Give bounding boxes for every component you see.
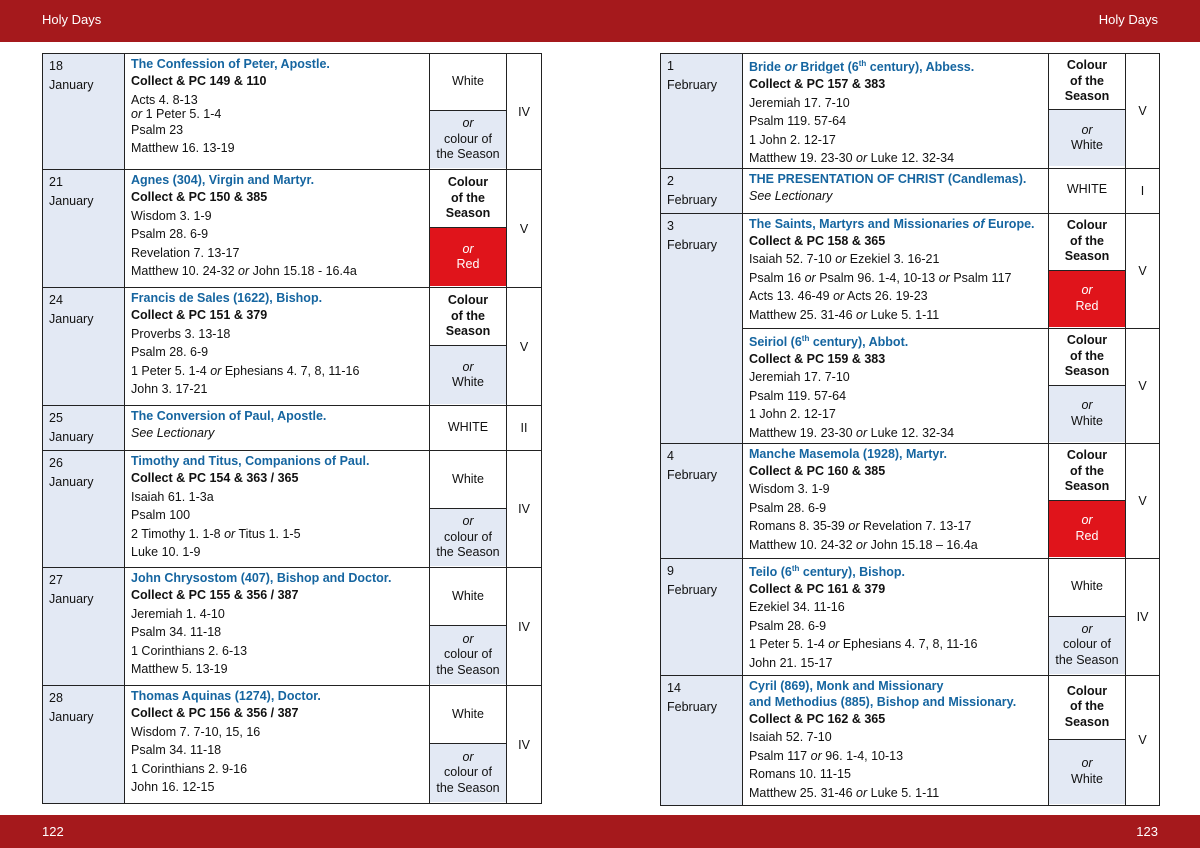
entry-title: The Confession of Peter, Apostle. [131, 57, 330, 71]
reading: Psalm 100 [131, 508, 191, 522]
reading: Matthew 25. 31-46 or Luke 5. 1-11 [749, 785, 940, 800]
reading: John 16. 12-15 [131, 780, 215, 794]
reading: Ezekiel 34. 11-16 [749, 600, 845, 615]
entry-row [43, 170, 542, 288]
colour-cell [430, 451, 507, 568]
reading: Romans 8. 35-39 or Revelation 7. 13-17 [749, 519, 972, 534]
colour-alternative: or colour of the Season [430, 111, 506, 168]
colour-cell [1049, 675, 1126, 805]
entry-title: The Conversion of Paul, Apostle. [131, 409, 327, 423]
entry-cell [743, 168, 1049, 213]
reading: Jeremiah 17. 7-10 [749, 95, 850, 110]
reading: Luke 10. 1-9 [131, 545, 201, 559]
colour-white: or White [1049, 740, 1125, 804]
rank-cell: V [1126, 675, 1160, 805]
collect: Collect & PC 156 & 356 / 387 [131, 706, 299, 720]
entry-cell [743, 675, 1049, 805]
rank-cell: II [507, 406, 542, 451]
reading: Acts 13. 46-49 or Acts 26. 19-23 [749, 289, 928, 304]
reading: or 1 Peter 5. 1-4 [131, 106, 222, 121]
entry-row [661, 213, 1160, 328]
date-cell: 25 January [43, 406, 125, 451]
reading: Psalm 28. 6-9 [749, 500, 827, 515]
date-cell: 3 February [661, 213, 743, 443]
colour-alternative: or colour of the Season [430, 744, 506, 802]
entry-cell [125, 686, 430, 804]
colour-cell [1049, 168, 1126, 213]
entry-cell [743, 443, 1049, 558]
reading: Isaiah 52. 7-10 or Ezekiel 3. 16-21 [749, 252, 940, 267]
colour-cell [1049, 558, 1126, 675]
reading: 1 Corinthians 2. 6-13 [131, 643, 248, 658]
rank-cell: V [1126, 443, 1160, 558]
rank-cell: V [507, 288, 542, 406]
entry-cell [125, 568, 430, 686]
reading: Matthew 10. 24-32 or John 15.18 - 16.4a [131, 264, 357, 278]
colour-season: Colour of the Season [1049, 444, 1125, 501]
reading: John 3. 17-21 [131, 382, 208, 396]
reading: Psalm 28. 6-9 [131, 227, 209, 241]
entry-row [43, 451, 542, 568]
reading: 1 Peter 5. 1-4 or Ephesians 4. 7, 8, 11-16 [131, 363, 360, 378]
date-cell: 18 January [43, 54, 125, 170]
date-cell: 2 February [661, 168, 743, 213]
reading: Matthew 19. 23-30 or Luke 12. 32-34 [749, 425, 955, 440]
collect: Collect & PC 154 & 363 / 365 [131, 471, 299, 485]
reading: Jeremiah 1. 4-10 [131, 606, 225, 621]
rank-cell: V [507, 170, 542, 288]
entry-title: Agnes (304), Virgin and Martyr. [131, 173, 315, 187]
entry-cell [743, 54, 1049, 169]
entry-title: Thomas Aquinas (1274), Doctor. [131, 689, 321, 703]
rank-cell: V [1126, 213, 1160, 328]
colour-cell [1049, 54, 1126, 169]
rank-cell: IV [507, 686, 542, 804]
entry-row [43, 568, 542, 686]
calendar-table-february [660, 53, 1160, 806]
reading: Acts 4. 8-13 [131, 92, 198, 107]
entry-cell [125, 451, 430, 568]
colour-cell [430, 54, 507, 170]
date-cell: 28 January [43, 686, 125, 804]
reading: Psalm 34. 11-18 [131, 743, 222, 757]
entry-title: John Chrysostom (407), Bishop and Doctor. [131, 571, 392, 585]
reading: Psalm 23 [131, 122, 184, 137]
colour-alternative: or colour of the Season [1049, 617, 1125, 674]
entry-cell [125, 288, 430, 406]
colour-white: White [430, 568, 506, 626]
page-number-right: 123 [1136, 824, 1158, 839]
rank-cell: V [1126, 328, 1160, 443]
entry-row [43, 54, 542, 170]
reading: Romans 10. 11-15 [749, 767, 851, 782]
date-cell: 21 January [43, 170, 125, 288]
lectionary-note: See Lectionary [131, 426, 215, 440]
date-cell: 24 January [43, 288, 125, 406]
colour-red: or Red [1049, 271, 1125, 327]
date-cell: 9 February [661, 558, 743, 675]
reading: Matthew 19. 23-30 or Luke 12. 32-34 [749, 151, 955, 166]
rank-cell: IV [1126, 558, 1160, 675]
colour-cell [430, 686, 507, 804]
reading: Psalm 117 or 96. 1-4, 10-13 [749, 748, 904, 763]
collect: Collect & PC 161 & 379 [749, 581, 886, 596]
collect: Collect & PC 150 & 385 [131, 190, 268, 204]
reading: Matthew 16. 13-19 [131, 141, 235, 155]
entry-title: Teilo (6th century), Bishop. [749, 563, 905, 579]
colour-white: White [430, 54, 506, 111]
colour-white: WHITE [447, 419, 489, 434]
rank-cell: I [1126, 168, 1160, 213]
reading: Jeremiah 17. 7-10 [749, 370, 850, 385]
colour-cell [430, 170, 507, 288]
colour-alternative: or colour of the Season [430, 509, 506, 566]
reading: 1 Peter 5. 1-4 or Ephesians 4. 7, 8, 11-16 [749, 637, 978, 652]
colour-season: Colour of the Season [1049, 214, 1125, 271]
colour-white: White [1049, 559, 1125, 617]
entry-row [661, 558, 1160, 675]
rank-cell: IV [507, 568, 542, 686]
running-header-right: Holy Days [1098, 12, 1158, 27]
entry-title: Seiriol (6th century), Abbot. [749, 333, 909, 349]
lectionary-note: See Lectionary [749, 188, 833, 203]
colour-white: or White [1049, 110, 1125, 166]
entry-cell [125, 170, 430, 288]
entry-row [661, 54, 1160, 169]
entry-row [661, 443, 1160, 558]
colour-season: Colour of the Season [1049, 676, 1125, 740]
colour-cell [430, 288, 507, 406]
entry-title: THE PRESENTATION OF CHRIST (Candlemas). [749, 171, 1027, 186]
colour-red: or Red [1049, 501, 1125, 557]
colour-cell [430, 568, 507, 686]
colour-cell [1049, 443, 1126, 558]
colour-alternative: or colour of the Season [430, 626, 506, 684]
reading: Revelation 7. 13-17 [131, 245, 240, 260]
reading: John 21. 15-17 [749, 655, 833, 670]
colour-white: White [430, 686, 506, 744]
rank-cell: IV [507, 451, 542, 568]
colour-season: Colour of the Season [1049, 54, 1125, 110]
entry-cell [125, 406, 430, 451]
reading: 1 Corinthians 2. 9-16 [131, 761, 248, 776]
collect: Collect & PC 159 & 383 [749, 351, 886, 366]
running-header-left: Holy Days [42, 12, 102, 27]
collect: Collect & PC 157 & 383 [749, 77, 886, 92]
reading: Matthew 10. 24-32 or John 15.18 – 16.4a [749, 537, 978, 552]
date-cell: 26 January [43, 451, 125, 568]
calendar-table-january [42, 53, 542, 804]
colour-cell [1049, 213, 1126, 328]
top-bar [0, 0, 1200, 42]
collect: Collect & PC 155 & 356 / 387 [131, 588, 299, 602]
collect: Collect & PC 162 & 365 [749, 711, 886, 726]
reading: Psalm 119. 57-64 [749, 388, 847, 403]
reading: 1 John 2. 12-17 [749, 407, 836, 422]
colour-white: WHITE [1066, 182, 1108, 197]
reading: Matthew 5. 13-19 [131, 662, 228, 676]
collect: Collect & PC 160 & 385 [749, 463, 886, 478]
entry-title: Timothy and Titus, Companions of Paul. [131, 454, 370, 468]
reading: 2 Timothy 1. 1-8 or Titus 1. 1-5 [131, 526, 301, 541]
colour-cell [430, 406, 507, 451]
entry-title: Francis de Sales (1622), Bishop. [131, 291, 323, 305]
entry-row [43, 686, 542, 804]
collect: Collect & PC 158 & 365 [749, 233, 886, 248]
entry-cell [743, 558, 1049, 675]
page-number-left: 122 [42, 824, 64, 839]
colour-season: Colour of the Season [430, 288, 506, 346]
rank-cell: V [1126, 54, 1160, 169]
reading: Wisdom 7. 7-10, 15, 16 [131, 724, 261, 739]
reading: Wisdom 3. 1-9 [749, 482, 830, 497]
colour-white: or White [1049, 386, 1125, 442]
colour-white: or White [430, 346, 506, 404]
entry-title: Manche Masemola (1928), Martyr. [749, 446, 947, 461]
entry-cell [125, 54, 430, 170]
reading: Psalm 119. 57-64 [749, 114, 847, 129]
entry-title: Cyril (869), Monk and Missionary [749, 678, 944, 693]
collect: Collect & PC 149 & 110 [131, 74, 267, 88]
reading: Proverbs 3. 13-18 [131, 326, 231, 341]
date-cell: 4 February [661, 443, 743, 558]
date-cell: 27 January [43, 568, 125, 686]
colour-red: or Red [430, 228, 506, 286]
reading: Psalm 34. 11-18 [131, 625, 222, 639]
reading: Isaiah 52. 7-10 [749, 730, 832, 745]
entry-title-continued: and Methodius (885), Bishop and Missionary. [749, 694, 1017, 709]
entry-row [43, 288, 542, 406]
reading: Psalm 16 or Psalm 96. 1-4, 10-13 or Psalm 117 [749, 270, 1012, 285]
date-cell: 1 February [661, 54, 743, 169]
collect: Collect & PC 151 & 379 [131, 308, 268, 322]
reading: Matthew 25. 31-46 or Luke 5. 1-11 [749, 307, 940, 322]
entry-row [661, 675, 1160, 805]
colour-cell [1049, 328, 1126, 443]
entry-title: The Saints, Martyrs and Missionaries of Europe. [749, 216, 1035, 231]
reading: 1 John 2. 12-17 [749, 132, 836, 147]
colour-white: White [430, 451, 506, 509]
reading: Wisdom 3. 1-9 [131, 208, 212, 223]
entry-title: Bride or Bridget (6th century), Abbess. [749, 59, 975, 75]
entry-row [661, 168, 1160, 213]
entry-cell [743, 328, 1049, 443]
reading: Psalm 28. 6-9 [749, 618, 827, 633]
bottom-bar [0, 815, 1200, 848]
entry-cell [743, 213, 1049, 328]
date-cell: 14 February [661, 675, 743, 805]
reading: Psalm 28. 6-9 [131, 345, 209, 359]
entry-row [43, 406, 542, 451]
reading: Isaiah 61. 1-3a [131, 489, 214, 504]
colour-season: Colour of the Season [430, 170, 506, 228]
colour-season: Colour of the Season [1049, 329, 1125, 386]
rank-cell: IV [507, 54, 542, 170]
